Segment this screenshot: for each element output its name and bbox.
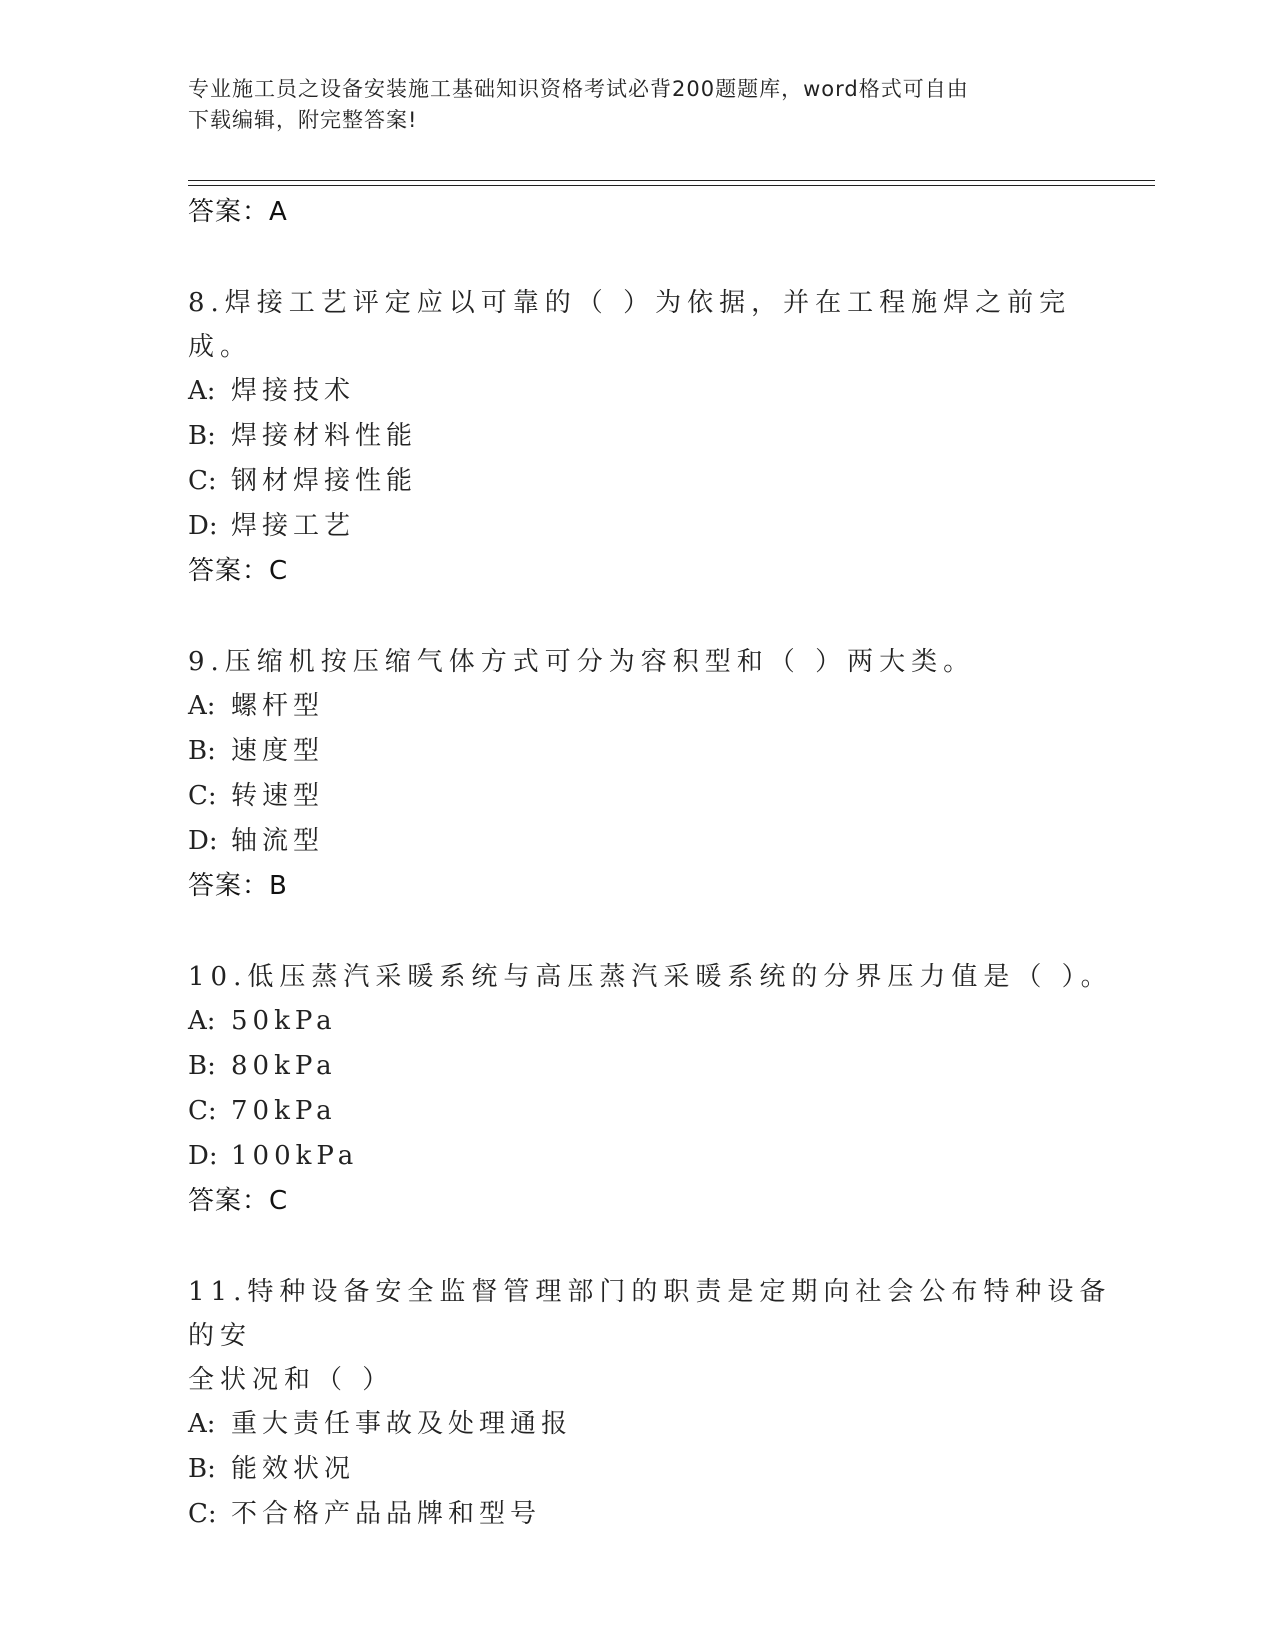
question-8-option-c: C: 钢材焊接性能 — [188, 466, 418, 496]
question-10-answer: 答案：C — [188, 1186, 289, 1216]
question-block-10 — [188, 955, 1118, 1224]
question-9-option-d: D: 轴流型 — [188, 826, 325, 856]
question-10-option-a: A: 50kPa — [188, 1006, 337, 1036]
question-9-option-a: A: 螺杆型 — [188, 691, 325, 721]
question-11-text-line-1: 11.特种设备安全监督管理部门的职责是定期向社会公布特种设备的安 — [188, 1277, 1112, 1351]
question-9-option-b: B: 速度型 — [188, 736, 325, 766]
header-divider-top — [188, 180, 1155, 181]
previous-answer: 答案：A — [188, 197, 288, 227]
question-block-9 — [188, 640, 1118, 909]
question-9-answer: 答案：B — [188, 871, 288, 901]
question-10-text: 10.低压蒸汽采暖系统与高压蒸汽采暖系统的分界压力值是（ ）。 — [188, 962, 1113, 992]
question-8-text: 8.焊接工艺评定应以可靠的（ ）为依据，并在工程施焊之前完成。 — [188, 288, 1072, 362]
question-11-option-c: C: 不合格产品品牌和型号 — [188, 1499, 542, 1529]
document-header — [188, 74, 1078, 136]
document-body — [188, 190, 1118, 1537]
question-9-option-c: C: 转速型 — [188, 781, 325, 811]
question-8-option-d: D: 焊接工艺 — [188, 511, 356, 541]
question-block-8 — [188, 281, 1118, 594]
question-8-answer: 答案：C — [188, 556, 289, 586]
question-11-option-b: B: 能效状况 — [188, 1454, 356, 1484]
question-block-11 — [188, 1270, 1118, 1537]
header-line-1: 专业施工员之设备安装施工基础知识资格考试必背200题题库，word格式可自由 — [188, 77, 969, 101]
question-10-option-b: B: 80kPa — [188, 1051, 337, 1081]
question-11-text-line-2: 全状况和（ ） — [188, 1365, 395, 1395]
header-divider-bottom — [188, 185, 1155, 186]
question-9-text: 9.压缩机按压缩气体方式可分为容积型和（ ）两大类。 — [188, 647, 976, 677]
question-8-option-a: A: 焊接技术 — [188, 376, 356, 406]
header-line-2: 下载编辑，附完整答案! — [188, 108, 418, 132]
question-11-option-a: A: 重大责任事故及处理通报 — [188, 1409, 573, 1439]
question-8-option-b: B: 焊接材料性能 — [188, 421, 418, 451]
question-10-option-c: C: 70kPa — [188, 1096, 337, 1126]
question-10-option-d: D: 100kPa — [188, 1141, 359, 1171]
